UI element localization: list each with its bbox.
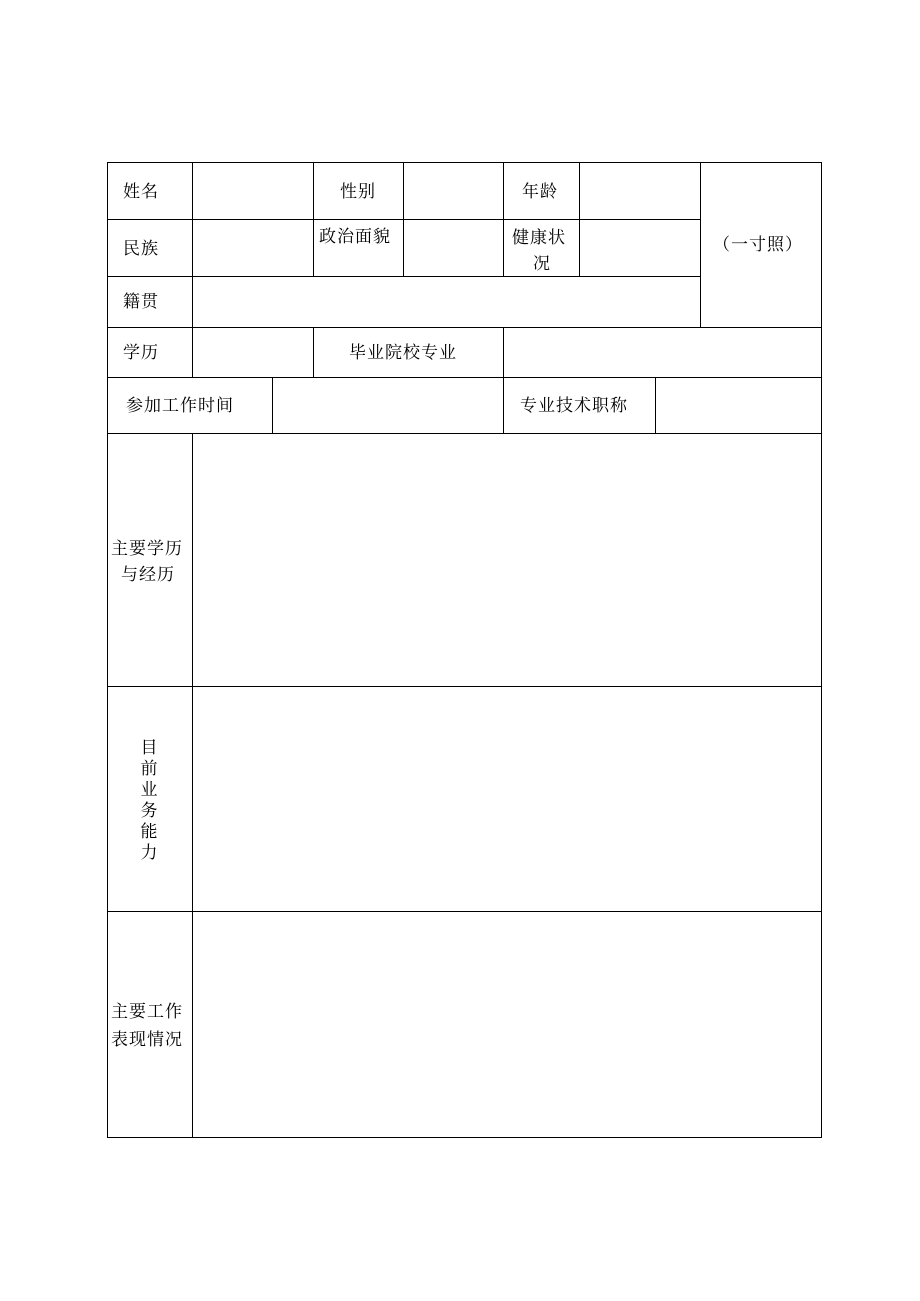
title-field[interactable] [656, 378, 821, 433]
health-label-line2: 况 [533, 254, 551, 274]
health-field[interactable] [580, 220, 700, 276]
ability-field[interactable] [193, 687, 821, 911]
school-major-label: 毕业院校专业 [349, 343, 457, 363]
col-divider [700, 162, 701, 328]
education-field[interactable] [193, 328, 313, 377]
native-place-label: 籍贯 [123, 292, 159, 312]
experience-field[interactable] [193, 434, 821, 686]
performance-label-line1: 主要工作 [111, 1002, 183, 1022]
work-start-field[interactable] [273, 378, 503, 433]
school-major-field[interactable] [504, 328, 821, 377]
ethnicity-label: 民族 [123, 239, 159, 259]
work-start-label: 参加工作时间 [126, 396, 234, 416]
col-divider [503, 162, 504, 277]
col-divider [313, 162, 314, 277]
name-field[interactable] [193, 163, 313, 219]
native-place-field[interactable] [193, 277, 700, 327]
col-divider [313, 327, 314, 378]
photo-placeholder: （一寸照） [713, 235, 803, 255]
political-label: 政治面貌 [319, 227, 391, 247]
political-field[interactable] [404, 220, 503, 276]
education-label: 学历 [123, 343, 159, 363]
experience-label-line1: 主要学历 [111, 539, 183, 559]
name-label: 姓名 [123, 182, 159, 202]
health-label-line1: 健康状 [512, 228, 566, 248]
ethnicity-field[interactable] [193, 220, 313, 276]
performance-label-line2: 表现情况 [111, 1030, 183, 1050]
border-left [107, 162, 108, 1138]
age-label: 年龄 [522, 182, 558, 202]
border-bottom [107, 1137, 822, 1138]
experience-label-line2: 与经历 [121, 565, 175, 585]
title-label: 专业技术职称 [520, 396, 628, 416]
gender-field[interactable] [404, 163, 503, 219]
border-right [821, 162, 822, 1138]
gender-label: 性别 [340, 182, 376, 202]
ability-label: 目前业务能力 [140, 738, 158, 863]
performance-field[interactable] [193, 912, 821, 1137]
age-field[interactable] [580, 163, 700, 219]
